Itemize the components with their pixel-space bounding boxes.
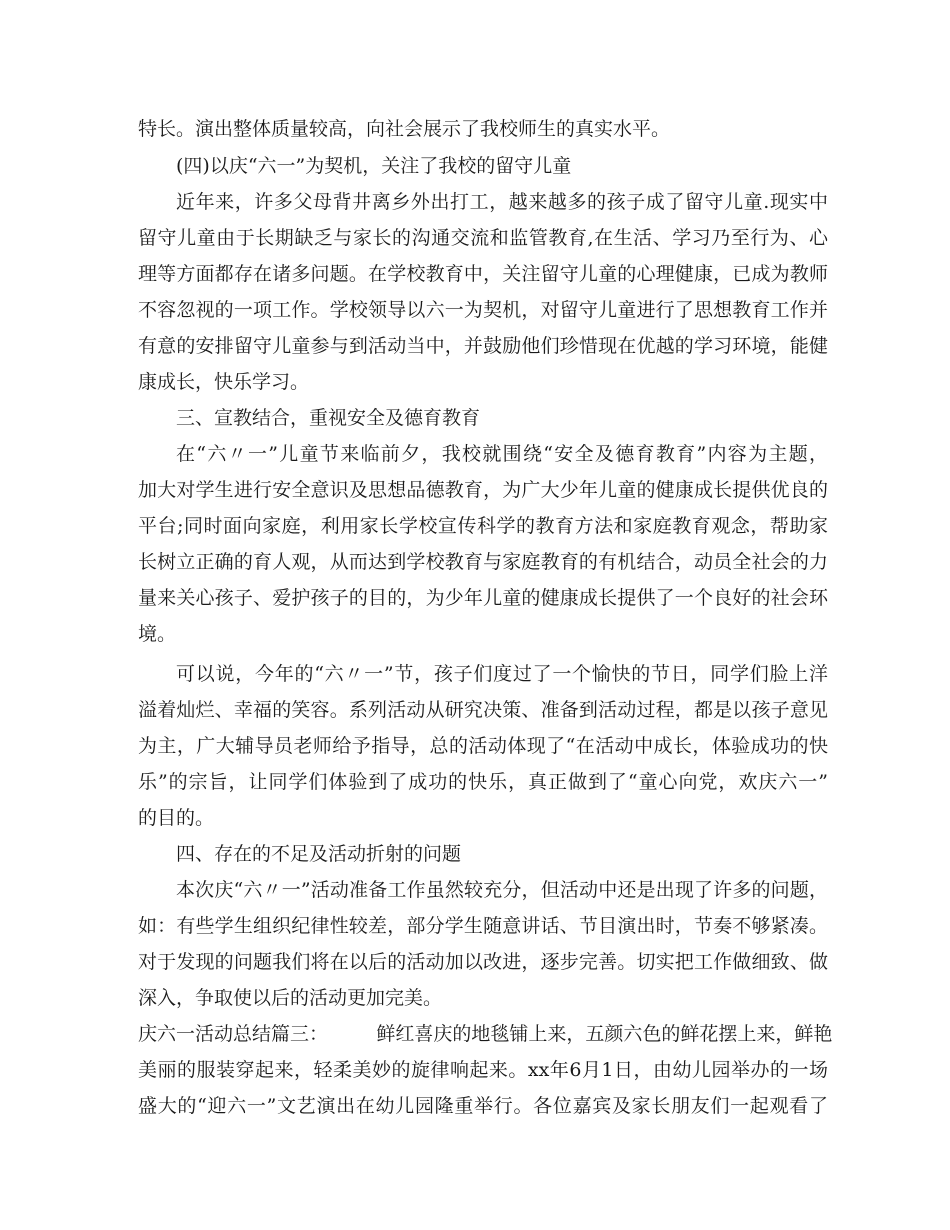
text-line: 留守儿童由于长期缺乏与家长的沟通交流和监管教育,在生活、学习乃至行为、心 bbox=[138, 227, 828, 249]
text-line: 本次庆“六〃一”活动准备工作虽然较充分，但活动中还是出现了许多的问题， bbox=[176, 879, 828, 901]
text-line: 境。 bbox=[138, 623, 177, 645]
section-heading: (四)以庆“六一”为契机，关注了我校的留守儿童 bbox=[176, 155, 572, 177]
article-heading-line: 庆六一活动总结篇三： 鲜红喜庆的地毯铺上来，五颜六色的鲜花摆上来，鲜艳 bbox=[138, 1023, 833, 1045]
text-line: 为主，广大辅导员老师给予指导，总的活动体现了“在活动中成长，体验成功的快 bbox=[138, 735, 828, 757]
text-line: 量来关心孩子、爱护孩子的目的，为少年儿童的健康成长提供了一个良好的社会环 bbox=[138, 587, 828, 609]
text-line: 有意的安排留守儿童参与到活动当中，并鼓励他们珍惜现在优越的学习环境，能健 bbox=[138, 335, 828, 357]
text-line: 美丽的服装穿起来，轻柔美妙的旋律响起来。xx年6月1日，由幼儿园举办的一场 bbox=[138, 1059, 828, 1081]
text-line: 可以说，今年的“六〃一”节，孩子们度过了一个愉快的节日，同学们脸上洋 bbox=[176, 663, 828, 685]
text-line: 平台;同时面向家庭，利用家长学校宣传科学的教育方法和家庭教育观念，帮助家 bbox=[138, 515, 828, 537]
text-line: 加大对学生进行安全意识及思想品德教育，为广大少年儿童的健康成长提供优良的 bbox=[138, 479, 828, 501]
text-line: 对于发现的问题我们将在以后的活动加以改进，逐步完善。切实把工作做细致、做 bbox=[138, 951, 828, 973]
text-line: 如：有些学生组织纪律性较差，部分学生随意讲话、节目演出时，节奏不够紧凑。 bbox=[138, 915, 828, 937]
text-line: 不容忽视的一项工作。学校领导以六一为契机，对留守儿童进行了思想教育工作并 bbox=[138, 299, 828, 321]
text-line: 理等方面都存在诸多问题。在学校教育中，关注留守儿童的心理健康，已成为教师 bbox=[138, 263, 828, 285]
text-line: 乐”的宗旨，让同学们体验到了成功的快乐，真正做到了“童心向党，欢庆六一” bbox=[138, 771, 828, 793]
section-heading: 三、宣教结合，重视安全及德育教育 bbox=[176, 407, 481, 429]
section-heading: 四、存在的不足及活动折射的问题 bbox=[176, 843, 462, 865]
text-line: 盛大的“迎六一”文艺演出在幼儿园隆重举行。各位嘉宾及家长朋友们一起观看了 bbox=[138, 1095, 828, 1117]
text-line: 特长。演出整体质量较高，向社会展示了我校师生的真实水平。 bbox=[138, 118, 671, 140]
text-line: 在“六〃一”儿童节来临前夕，我校就围绕“安全及德育教育”内容为主题， bbox=[176, 443, 828, 465]
text-line: 康成长，快乐学习。 bbox=[138, 371, 310, 393]
text-line: 深入，争取使以后的活动更加完美。 bbox=[138, 987, 443, 1009]
text-line: 长树立正确的育人观，从而达到学校教育与家庭教育的有机结合，动员全社会的力 bbox=[138, 551, 828, 573]
text-line: 溢着灿烂、幸福的笑容。系列活动从研究决策、准备到活动过程，都是以孩子意见 bbox=[138, 699, 828, 721]
text-line: 的目的。 bbox=[138, 807, 215, 829]
text-line: 近年来，许多父母背井离乡外出打工，越来越多的孩子成了留守儿童.现实中 bbox=[176, 191, 828, 213]
